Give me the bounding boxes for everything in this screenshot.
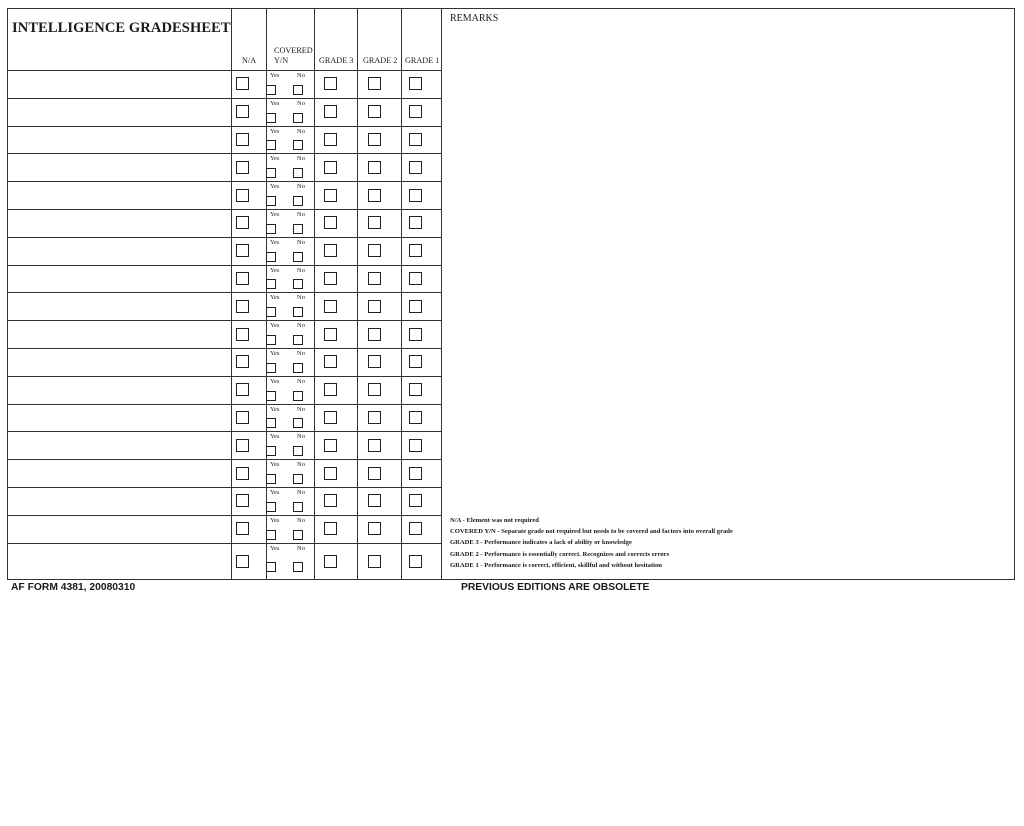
covered-yes-checkbox[interactable]	[266, 85, 276, 95]
grade2-checkbox[interactable]	[368, 494, 381, 507]
grade1-checkbox[interactable]	[409, 467, 422, 480]
no-label: No	[297, 238, 305, 246]
covered-yes-checkbox[interactable]	[266, 335, 276, 345]
item-description-cell[interactable]	[8, 348, 230, 376]
covered-column-header-line1: COVERED	[274, 46, 313, 55]
covered-yes-checkbox[interactable]	[266, 562, 276, 572]
grade2-column-header: GRADE 2	[363, 56, 398, 65]
covered-no-checkbox[interactable]	[293, 474, 303, 484]
no-label: No	[297, 405, 305, 413]
form-identifier: AF FORM 4381, 20080310	[11, 582, 136, 593]
grade-row	[8, 209, 441, 237]
grade-row	[8, 265, 441, 293]
item-description-cell[interactable]	[8, 265, 230, 293]
covered-yes-checkbox[interactable]	[266, 113, 276, 123]
grade-row	[8, 459, 441, 487]
no-label: No	[297, 72, 305, 79]
item-description-cell[interactable]	[8, 70, 230, 98]
grade3-checkbox[interactable]	[324, 328, 337, 341]
item-description-cell[interactable]	[8, 209, 230, 237]
grade1-checkbox[interactable]	[409, 494, 422, 507]
grade2-checkbox[interactable]	[368, 439, 381, 452]
item-description-cell[interactable]	[8, 487, 230, 515]
grade2-checkbox[interactable]	[368, 161, 381, 174]
yes-label: Yes	[270, 322, 280, 330]
grade-row	[8, 543, 441, 580]
yes-label: Yes	[270, 155, 280, 163]
yes-label: Yes	[270, 350, 280, 357]
no-label: No	[297, 155, 305, 163]
legend-grade2: GRADE 2 - Performance is essentially correct. Recognizes and corrects errors	[450, 550, 670, 558]
grade1-checkbox[interactable]	[409, 411, 422, 424]
no-label: No	[297, 544, 305, 552]
covered-no-checkbox[interactable]	[293, 418, 303, 428]
grade3-checkbox[interactable]	[324, 522, 337, 535]
covered-yes-checkbox[interactable]	[266, 140, 276, 150]
covered-no-checkbox[interactable]	[293, 252, 303, 262]
grade-row	[8, 487, 441, 515]
grade3-checkbox[interactable]	[324, 272, 337, 285]
grade2-checkbox[interactable]	[368, 328, 381, 341]
covered-yes-checkbox[interactable]	[266, 168, 276, 178]
item-description-cell[interactable]	[8, 404, 230, 432]
grade1-checkbox[interactable]	[409, 555, 422, 568]
grade1-checkbox[interactable]	[409, 300, 422, 313]
covered-no-checkbox[interactable]	[293, 85, 303, 95]
na-checkbox[interactable]	[236, 216, 249, 229]
grade3-checkbox[interactable]	[324, 189, 337, 202]
legend-grade1: GRADE 1 - Performance is correct, efficient, skillful and without hesitation	[450, 561, 662, 569]
covered-yes-checkbox[interactable]	[266, 446, 276, 456]
covered-no-checkbox[interactable]	[293, 446, 303, 456]
yes-label: Yes	[270, 183, 280, 191]
grade2-checkbox[interactable]	[368, 300, 381, 313]
yes-label: Yes	[270, 72, 280, 79]
grade2-checkbox[interactable]	[368, 77, 381, 90]
covered-column-header-line2: Y/N	[274, 56, 289, 65]
grade1-checkbox[interactable]	[409, 272, 422, 285]
grade2-checkbox[interactable]	[368, 272, 381, 285]
remarks-divider	[441, 9, 442, 579]
na-checkbox[interactable]	[236, 439, 249, 452]
na-checkbox[interactable]	[236, 494, 249, 507]
grade1-checkbox[interactable]	[409, 355, 422, 368]
covered-no-checkbox[interactable]	[293, 502, 303, 512]
grade3-checkbox[interactable]	[324, 355, 337, 368]
legend-grade3: GRADE 3 - Performance indicates a lack of ability or knowledge	[450, 539, 632, 547]
grade2-checkbox[interactable]	[368, 467, 381, 480]
grade2-checkbox[interactable]	[368, 411, 381, 424]
grade-row	[8, 320, 441, 348]
covered-yes-checkbox[interactable]	[266, 279, 276, 289]
grade-row	[8, 181, 441, 209]
grade2-checkbox[interactable]	[368, 383, 381, 396]
grade-row	[8, 153, 441, 181]
yes-label: Yes	[270, 294, 280, 302]
grade-legend	[450, 515, 733, 571]
grade3-checkbox[interactable]	[324, 105, 337, 118]
covered-no-checkbox[interactable]	[293, 196, 303, 206]
no-label: No	[297, 183, 305, 191]
item-description-cell[interactable]	[8, 431, 230, 459]
grade-row	[8, 515, 441, 543]
grade3-checkbox[interactable]	[324, 77, 337, 90]
grade-row	[8, 292, 441, 320]
no-label: No	[297, 127, 305, 135]
no-label: No	[297, 461, 305, 469]
form-title: INTELLIGENCE GRADESHEET	[12, 20, 231, 36]
grade1-checkbox[interactable]	[409, 522, 422, 535]
item-description-cell[interactable]	[8, 98, 230, 126]
covered-yes-checkbox[interactable]	[266, 224, 276, 234]
no-label: No	[297, 377, 305, 385]
item-description-cell[interactable]	[8, 292, 230, 320]
na-checkbox[interactable]	[236, 133, 249, 146]
grade3-checkbox[interactable]	[324, 300, 337, 313]
item-description-cell[interactable]	[8, 543, 230, 580]
na-checkbox[interactable]	[236, 411, 249, 424]
no-label: No	[297, 266, 305, 274]
grade3-checkbox[interactable]	[324, 555, 337, 568]
grade-row	[8, 126, 441, 154]
na-checkbox[interactable]	[236, 244, 249, 257]
na-checkbox[interactable]	[236, 161, 249, 174]
grade1-column-header: GRADE 1	[405, 56, 440, 65]
grade3-checkbox[interactable]	[324, 411, 337, 424]
remarks-label: REMARKS	[450, 13, 499, 24]
grade-row	[8, 70, 441, 98]
legend-covered: COVERED Y/N - Separate grade not required but needs to be covered and factors into overall grade	[450, 528, 733, 536]
gradesheet-form	[7, 8, 1015, 580]
item-description-cell[interactable]	[8, 126, 230, 154]
covered-yes-checkbox[interactable]	[266, 307, 276, 317]
item-description-cell[interactable]	[8, 237, 230, 265]
item-description-cell[interactable]	[8, 153, 230, 181]
na-checkbox[interactable]	[236, 555, 249, 568]
na-checkbox[interactable]	[236, 522, 249, 535]
grade3-checkbox[interactable]	[324, 383, 337, 396]
no-label: No	[297, 211, 305, 218]
obsolete-notice: PREVIOUS EDITIONS ARE OBSOLETE	[461, 582, 650, 593]
grade2-checkbox[interactable]	[368, 105, 381, 118]
grade1-checkbox[interactable]	[409, 77, 422, 90]
item-description-cell[interactable]	[8, 515, 230, 543]
grade1-checkbox[interactable]	[409, 439, 422, 452]
yes-label: Yes	[270, 127, 280, 135]
yes-label: Yes	[270, 99, 280, 107]
grade1-checkbox[interactable]	[409, 383, 422, 396]
yes-label: Yes	[270, 211, 280, 218]
covered-no-checkbox[interactable]	[293, 530, 303, 540]
grade-row	[8, 431, 441, 459]
yes-label: Yes	[270, 489, 280, 496]
grade-row	[8, 237, 441, 265]
covered-yes-checkbox[interactable]	[266, 502, 276, 512]
grade3-checkbox[interactable]	[324, 133, 337, 146]
item-description-cell[interactable]	[8, 376, 230, 404]
grade3-checkbox[interactable]	[324, 467, 337, 480]
covered-yes-checkbox[interactable]	[266, 418, 276, 428]
grade1-checkbox[interactable]	[409, 244, 422, 257]
na-checkbox[interactable]	[236, 467, 249, 480]
yes-label: Yes	[270, 433, 280, 441]
na-checkbox[interactable]	[236, 189, 249, 202]
grade-row	[8, 404, 441, 432]
covered-no-checkbox[interactable]	[293, 279, 303, 289]
yes-label: Yes	[270, 238, 280, 246]
grade2-checkbox[interactable]	[368, 355, 381, 368]
no-label: No	[297, 294, 305, 302]
no-label: No	[297, 322, 305, 330]
na-column-header: N/A	[242, 56, 257, 65]
covered-no-checkbox[interactable]	[293, 391, 303, 401]
grade3-column-header: GRADE 3	[319, 56, 354, 65]
covered-yes-checkbox[interactable]	[266, 363, 276, 373]
grade2-checkbox[interactable]	[368, 189, 381, 202]
covered-no-checkbox[interactable]	[293, 224, 303, 234]
legend-na: N/A - Element was not required	[450, 517, 539, 524]
no-label: No	[297, 489, 305, 496]
yes-label: Yes	[270, 461, 280, 469]
grade1-checkbox[interactable]	[409, 105, 422, 118]
grade-row	[8, 98, 441, 126]
no-label: No	[297, 350, 305, 357]
grade1-checkbox[interactable]	[409, 189, 422, 202]
grade2-checkbox[interactable]	[368, 244, 381, 257]
no-label: No	[297, 433, 305, 441]
na-checkbox[interactable]	[236, 77, 249, 90]
grade2-checkbox[interactable]	[368, 555, 381, 568]
covered-no-checkbox[interactable]	[293, 140, 303, 150]
grade1-checkbox[interactable]	[409, 328, 422, 341]
yes-label: Yes	[270, 405, 280, 413]
covered-yes-checkbox[interactable]	[266, 196, 276, 206]
item-description-cell[interactable]	[8, 181, 230, 209]
item-description-cell[interactable]	[8, 459, 230, 487]
covered-no-checkbox[interactable]	[293, 363, 303, 373]
na-checkbox[interactable]	[236, 272, 249, 285]
item-description-cell[interactable]	[8, 320, 230, 348]
grade1-checkbox[interactable]	[409, 133, 422, 146]
covered-no-checkbox[interactable]	[293, 113, 303, 123]
covered-yes-checkbox[interactable]	[266, 474, 276, 484]
covered-no-checkbox[interactable]	[293, 168, 303, 178]
no-label: No	[297, 99, 305, 107]
grade2-checkbox[interactable]	[368, 216, 381, 229]
covered-no-checkbox[interactable]	[293, 335, 303, 345]
grade3-checkbox[interactable]	[324, 216, 337, 229]
na-checkbox[interactable]	[236, 383, 249, 396]
grade2-checkbox[interactable]	[368, 133, 381, 146]
grade-row	[8, 376, 441, 404]
grade3-checkbox[interactable]	[324, 439, 337, 452]
grade1-checkbox[interactable]	[409, 161, 422, 174]
na-checkbox[interactable]	[236, 328, 249, 341]
covered-no-checkbox[interactable]	[293, 562, 303, 572]
grade1-checkbox[interactable]	[409, 216, 422, 229]
covered-yes-checkbox[interactable]	[266, 391, 276, 401]
no-label: No	[297, 516, 305, 524]
yes-label: Yes	[270, 266, 280, 274]
yes-label: Yes	[270, 544, 280, 552]
grade3-checkbox[interactable]	[324, 494, 337, 507]
na-checkbox[interactable]	[236, 300, 249, 313]
na-checkbox[interactable]	[236, 105, 249, 118]
grade-row	[8, 348, 441, 376]
grade3-checkbox[interactable]	[324, 161, 337, 174]
covered-no-checkbox[interactable]	[293, 307, 303, 317]
covered-yes-checkbox[interactable]	[266, 252, 276, 262]
covered-yes-checkbox[interactable]	[266, 530, 276, 540]
grade2-checkbox[interactable]	[368, 522, 381, 535]
grade3-checkbox[interactable]	[324, 244, 337, 257]
yes-label: Yes	[270, 516, 280, 524]
yes-label: Yes	[270, 377, 280, 385]
na-checkbox[interactable]	[236, 355, 249, 368]
